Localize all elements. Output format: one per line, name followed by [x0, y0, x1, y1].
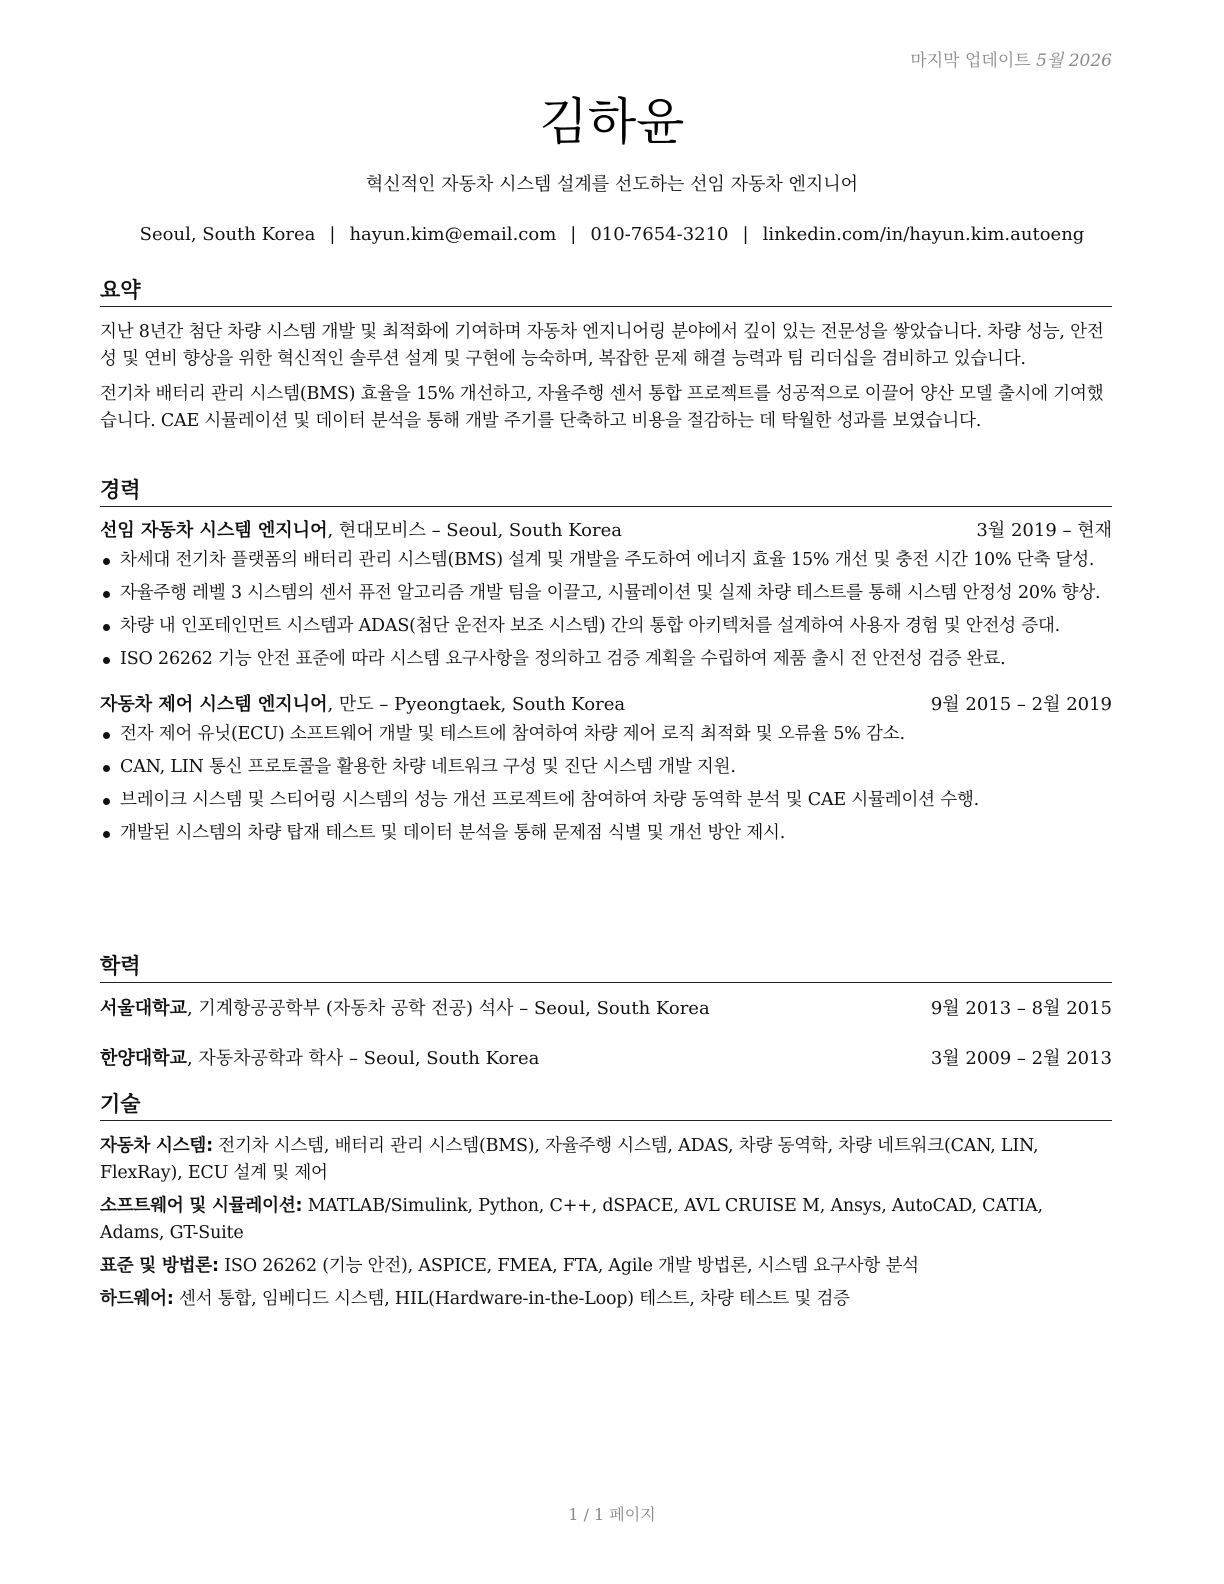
job-bullet: 차세대 전기차 플랫폼의 배터리 관리 시스템(BMS) 설계 및 개발을 주도하여 에너지 효율 15% 개선 및 충전 시간 10% 단축 달성.: [120, 547, 1112, 574]
contact-separator: |: [742, 224, 749, 245]
last-updated-date: 5월 2026: [1036, 51, 1112, 71]
skill-values: 센서 통합, 임베디드 시스템, HIL(Hardware-in-the-Loop) 테스트, 차량 테스트 및 검증: [173, 1289, 850, 1309]
job-bullet: 개발된 시스템의 차량 탑재 테스트 및 데이터 분석을 통해 문제점 식별 및 개선 방안 제시.: [120, 820, 1112, 847]
education-entry: [100, 995, 1112, 1023]
summary-paragraph: 전기차 배터리 관리 시스템(BMS) 효율을 15% 개선하고, 자율주행 센서 통합 프로젝트를 성공적으로 이끌어 양산 모델 출시에 기여했습니다. CAE 시뮬레이션 및 데이터 분석을 통해 개발 주기를 단축하고 비용을 절감하는 데 탁월한 성과를 보였습니다.: [100, 384, 1104, 431]
experience-section: [100, 476, 1112, 853]
job-company: , 현대모비스 – Seoul, South Korea: [327, 520, 623, 541]
contact-location: Seoul, South Korea: [139, 224, 316, 245]
job-header: [100, 691, 1112, 719]
last-updated: [910, 46, 1112, 71]
job-dates: 9월 2015 – 2월 2019: [930, 694, 1112, 715]
contact-phone: 010-7654-3210: [590, 224, 729, 245]
education-school: 서울대학교: [100, 998, 187, 1019]
education-dates: 9월 2013 – 8월 2015: [930, 998, 1112, 1019]
skill-category: 표준 및 방법론:: [100, 1256, 219, 1276]
skill-category: 자동차 시스템:: [100, 1136, 213, 1156]
education-detail: , 자동차공학과 학사 – Seoul, South Korea: [186, 1048, 540, 1069]
skill-values: 전기차 시스템, 배터리 관리 시스템(BMS), 자율주행 시스템, ADAS, 차량 동역학, 차량 네트워크(CAN, LIN, FlexRay), ECU 설계 및 제어: [100, 1136, 1039, 1183]
contact-linkedin[interactable]: linkedin.com/in/hayun.kim.autoeng: [762, 224, 1085, 245]
tagline: 혁신적인 자동차 시스템 설계를 선도하는 선임 자동차 엔지니어: [365, 174, 859, 195]
job-bullet: 브레이크 시스템 및 스티어링 시스템의 성능 개선 프로젝트에 참여하여 차량 동역학 분석 및 CAE 시뮬레이션 수행.: [120, 787, 1112, 814]
skill-category: 하드웨어:: [100, 1289, 174, 1309]
candidate-name: 김하윤: [539, 93, 685, 151]
education-dates: 3월 2009 – 2월 2013: [930, 1048, 1112, 1069]
job-entry: [100, 517, 1112, 673]
contact-line: [0, 224, 1224, 245]
job-entry: [100, 691, 1112, 847]
page-number: 1 / 1 페이지: [568, 1505, 656, 1524]
skill-row: [100, 1193, 1112, 1247]
skill-category: 소프트웨어 및 시뮬레이션:: [100, 1196, 303, 1216]
job-header: [100, 517, 1112, 545]
skill-values: ISO 26262 (기능 안전), ASPICE, FMEA, FTA, Agile 개발 방법론, 시스템 요구사항 분석: [218, 1256, 919, 1276]
education-school: 한양대학교: [100, 1048, 187, 1069]
education-entry: [100, 1045, 1112, 1073]
skill-row: [100, 1133, 1112, 1187]
contact-separator: |: [570, 224, 577, 245]
contact-separator: |: [329, 224, 336, 245]
job-bullets: [100, 547, 1112, 673]
section-title-skills: 기술: [100, 1090, 1112, 1121]
section-title-experience: 경력: [100, 476, 1112, 507]
summary-paragraph: 지난 8년간 첨단 차량 시스템 개발 및 최적화에 기여하며 자동차 엔지니어링 분야에서 깊이 있는 전문성을 쌓았습니다. 차량 성능, 안전성 및 연비 향상을 위한 혁신적인 솔루션 설계 및 구현에 능숙하며, 복잡한 문제 해결 능력과 팀 리더십을 겸비하고 있습니다.: [100, 322, 1104, 369]
last-updated-label: 마지막 업데이트: [910, 51, 1031, 71]
job-role: 자동차 제어 시스템 엔지니어: [100, 694, 328, 715]
job-bullet: CAN, LIN 통신 프로토콜을 활용한 차량 네트워크 구성 및 진단 시스템 개발 지원.: [120, 754, 1112, 781]
education-section: [100, 952, 1112, 1073]
job-role: 선임 자동차 시스템 엔지니어: [100, 520, 328, 541]
education-detail: , 기계항공공학부 (자동차 공학 전공) 석사 – Seoul, South Korea: [186, 998, 710, 1019]
section-title-summary: 요약: [100, 276, 1112, 307]
job-bullet: ISO 26262 기능 안전 표준에 따라 시스템 요구사항을 정의하고 검증 계획을 수립하여 제품 출시 전 안전성 검증 완료.: [120, 646, 1112, 673]
summary-section: [100, 276, 1112, 435]
job-company: , 만도 – Pyeongtaek, South Korea: [327, 694, 626, 715]
skills-section: [100, 1090, 1112, 1319]
job-bullet: 자율주행 레벨 3 시스템의 센서 퓨전 알고리즘 개발 팀을 이끌고, 시뮬레이션 및 실제 차량 테스트를 통해 시스템 안정성 20% 향상.: [120, 580, 1112, 607]
skill-row: [100, 1286, 1112, 1313]
job-bullet: 차량 내 인포테인먼트 시스템과 ADAS(첨단 운전자 보조 시스템) 간의 통합 아키텍처를 설계하여 사용자 경험 및 안전성 증대.: [120, 613, 1112, 640]
contact-email[interactable]: hayun.kim@email.com: [349, 224, 557, 245]
skill-row: [100, 1253, 1112, 1280]
job-dates: 3월 2019 – 현재: [976, 520, 1112, 541]
section-title-education: 학력: [100, 952, 1112, 983]
skill-values: MATLAB/Simulink, Python, C++, dSPACE, AVL CRUISE M, Ansys, AutoCAD, CATIA, Adams, GT-Suite: [100, 1196, 1043, 1243]
job-bullet: 전자 제어 유닛(ECU) 소프트웨어 개발 및 테스트에 참여하여 차량 제어 로직 최적화 및 오류율 5% 감소.: [120, 721, 1112, 748]
job-bullets: [100, 721, 1112, 847]
